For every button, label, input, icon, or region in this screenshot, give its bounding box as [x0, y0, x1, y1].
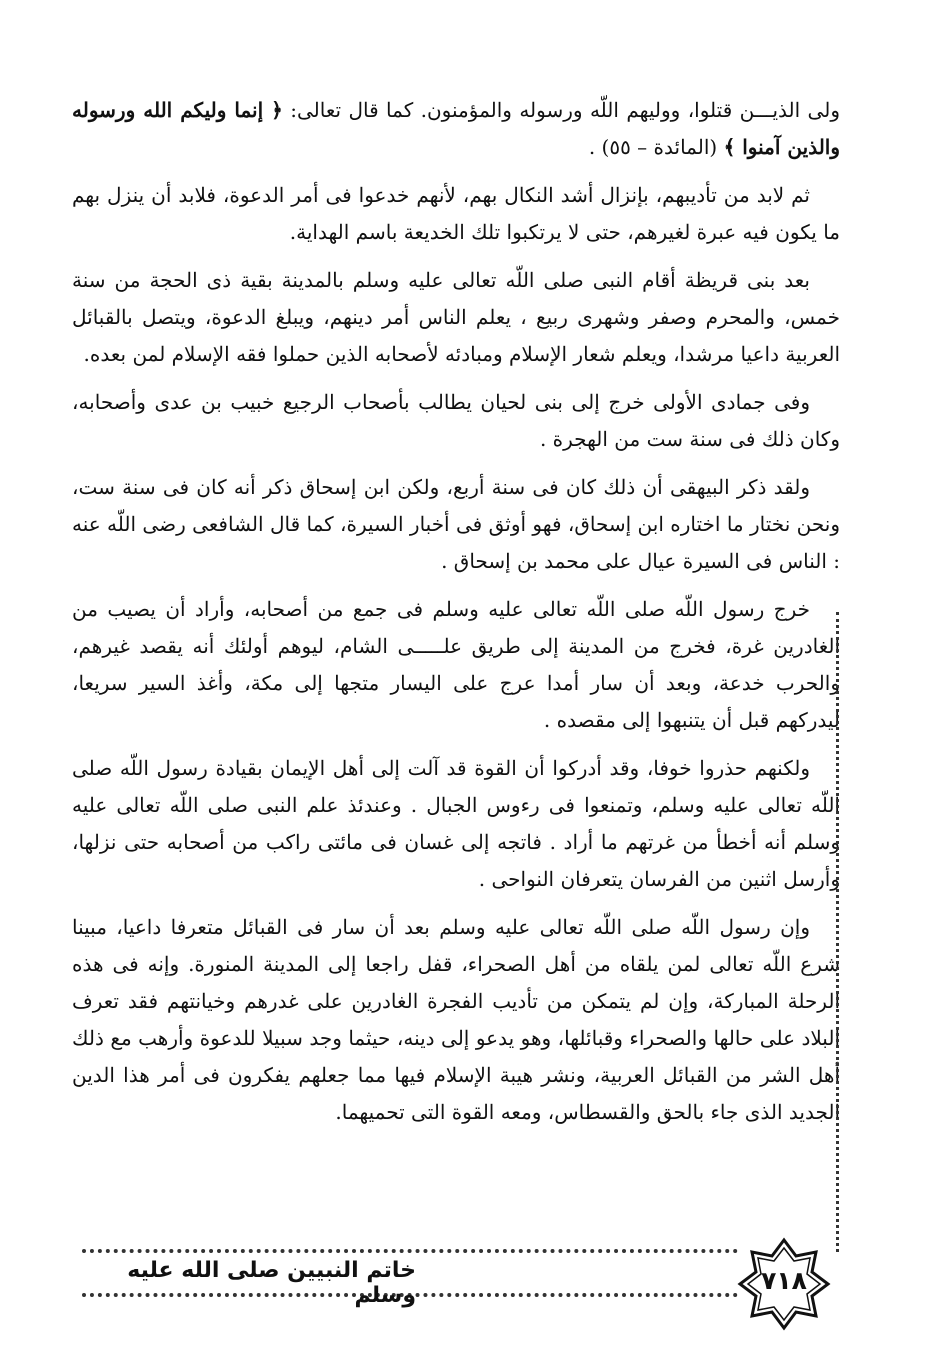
paragraph [72, 750, 840, 898]
margin-dotted-line [836, 612, 839, 1252]
page-number: ٧١٨ [761, 1266, 807, 1295]
paragraph [72, 909, 840, 1131]
text-segment: وإن رسول اللّه صلى اللّه تعالى عليه وسلم بعد أن سار فى القبائل متعرفا داعيا، مبينا شرع اللّه تعالى لمن يلقاه من أهل الصحراء، قفل راجعا إلى المدينة المنورة. وإنه فى هذه الرحلة المباركة، وإن لم يتمكن من تأديب الفجرة الغادرين على غدرهم وخيانتهم فقد تعرف البلاد على حالها والصحراء وقبائلها، وهو يدعو إلى دينه، حيثما وجد سبيلا للدعوة وأرهب مع ذلك أهل الشر من القبائل العربية، ونشر هيبة الإسلام فيها مما جعلهم يفكرون فى أمر هذا الدين الجديد الذى جاء بالحق والقسطاس، ومعه القوة التى تحميهما. [72, 915, 840, 1124]
paragraph [72, 177, 840, 251]
text-segment: ولقد ذكر البيهقى أن ذلك كان فى سنة أربع، ولكن ابن إسحاق ذكر أنه كان فى سنة ست، ونحن نختار ما اختاره ابن إسحاق، فهو أوثق فى أخبار السيرة، كما قال الشافعى رضى اللّه عنه : الناس فى السيرة عيال على محمد بن إسحاق . [72, 475, 840, 573]
paragraph [72, 262, 840, 373]
running-footer-title: خاتم النبيين صلى الله عليه وسلم [127, 1258, 416, 1308]
paragraph [72, 469, 840, 580]
text-segment: بعد بنى قريظة أقام النبى صلى اللّه تعالى عليه وسلم بالمدينة بقية ذى الحجة من سنة خمس، والمحرم وصفر وشهرى ربيع ، يعلم الناس أمر دينهم، ويبلغ الدعوة، ويتصل بالقبائل العربية داعيا مرشدا، ويعلم شعار الإسلام ومبادئه لأصحابه الذين حملوا فقه الإسلام لمن بعده. [72, 268, 840, 366]
paragraph [72, 384, 840, 458]
paragraph [72, 92, 840, 166]
text-segment: خرج رسول اللّه صلى اللّه تعالى عليه وسلم فى جمع من أصحابه، وأراد أن يصيب من الغادرين غرة، فخرج من المدينة إلى طريق علـــــى الشام، ليوهم أولئك أنه يقصد غيرهم، والحرب خدعة، وبعد أن سار أمدا عرج على اليسار متجها إلى مكة، وأغذ السير سريعا، ليدركهم قبل أن يتنبهوا إلى مقصده . [72, 597, 841, 732]
text-segment: ولى الذيـــن قتلوا، ووليهم اللّه ورسوله والمؤمنون. كما قال تعالى: [282, 98, 840, 122]
text-segment: ثم لابد من تأديبهم، بإنزال أشد النكال بهم، لأنهم خدعوا فى أمر الدعوة، فلابد أن ينزل بهم ما يكون فيه عبرة لغيرهم، حتى لا يرتكبوا تلك الخديعة باسم الهداية. [72, 183, 840, 244]
body-text [72, 92, 840, 1142]
quran-verse: ﴿ إنما وليكم الله ورسوله والذين آمنوا ﴾ [72, 98, 840, 159]
text-segment: ولكنهم حذروا خوفا، وقد أدركوا أن القوة قد آلت إلى أهل الإيمان بقيادة رسول اللّه صلى اللّه تعالى عليه وسلم، وتمنعوا فى رءوس الجبال . وعندئذ علم النبى صلى اللّه تعالى عليه وسلم أنه أخطأ من غرتهم ما أراد . فاتجه إلى غسان فى مائتى راكب من أصحابه حتى نزلها، وأرسل اثنين من الفرسان يتعرفان النواحى . [72, 756, 840, 891]
text-segment: وفى جمادى الأولى خرج إلى بنى لحيان يطالب بأصحاب الرجيع خبيب بن عدى وأصحابه، وكان ذلك فى سنة ست من الهجرة . [72, 390, 840, 451]
footer-rule-top [82, 1249, 738, 1253]
text-segment: (المائدة – ٥٥) . [588, 135, 724, 159]
paragraph [72, 591, 840, 739]
